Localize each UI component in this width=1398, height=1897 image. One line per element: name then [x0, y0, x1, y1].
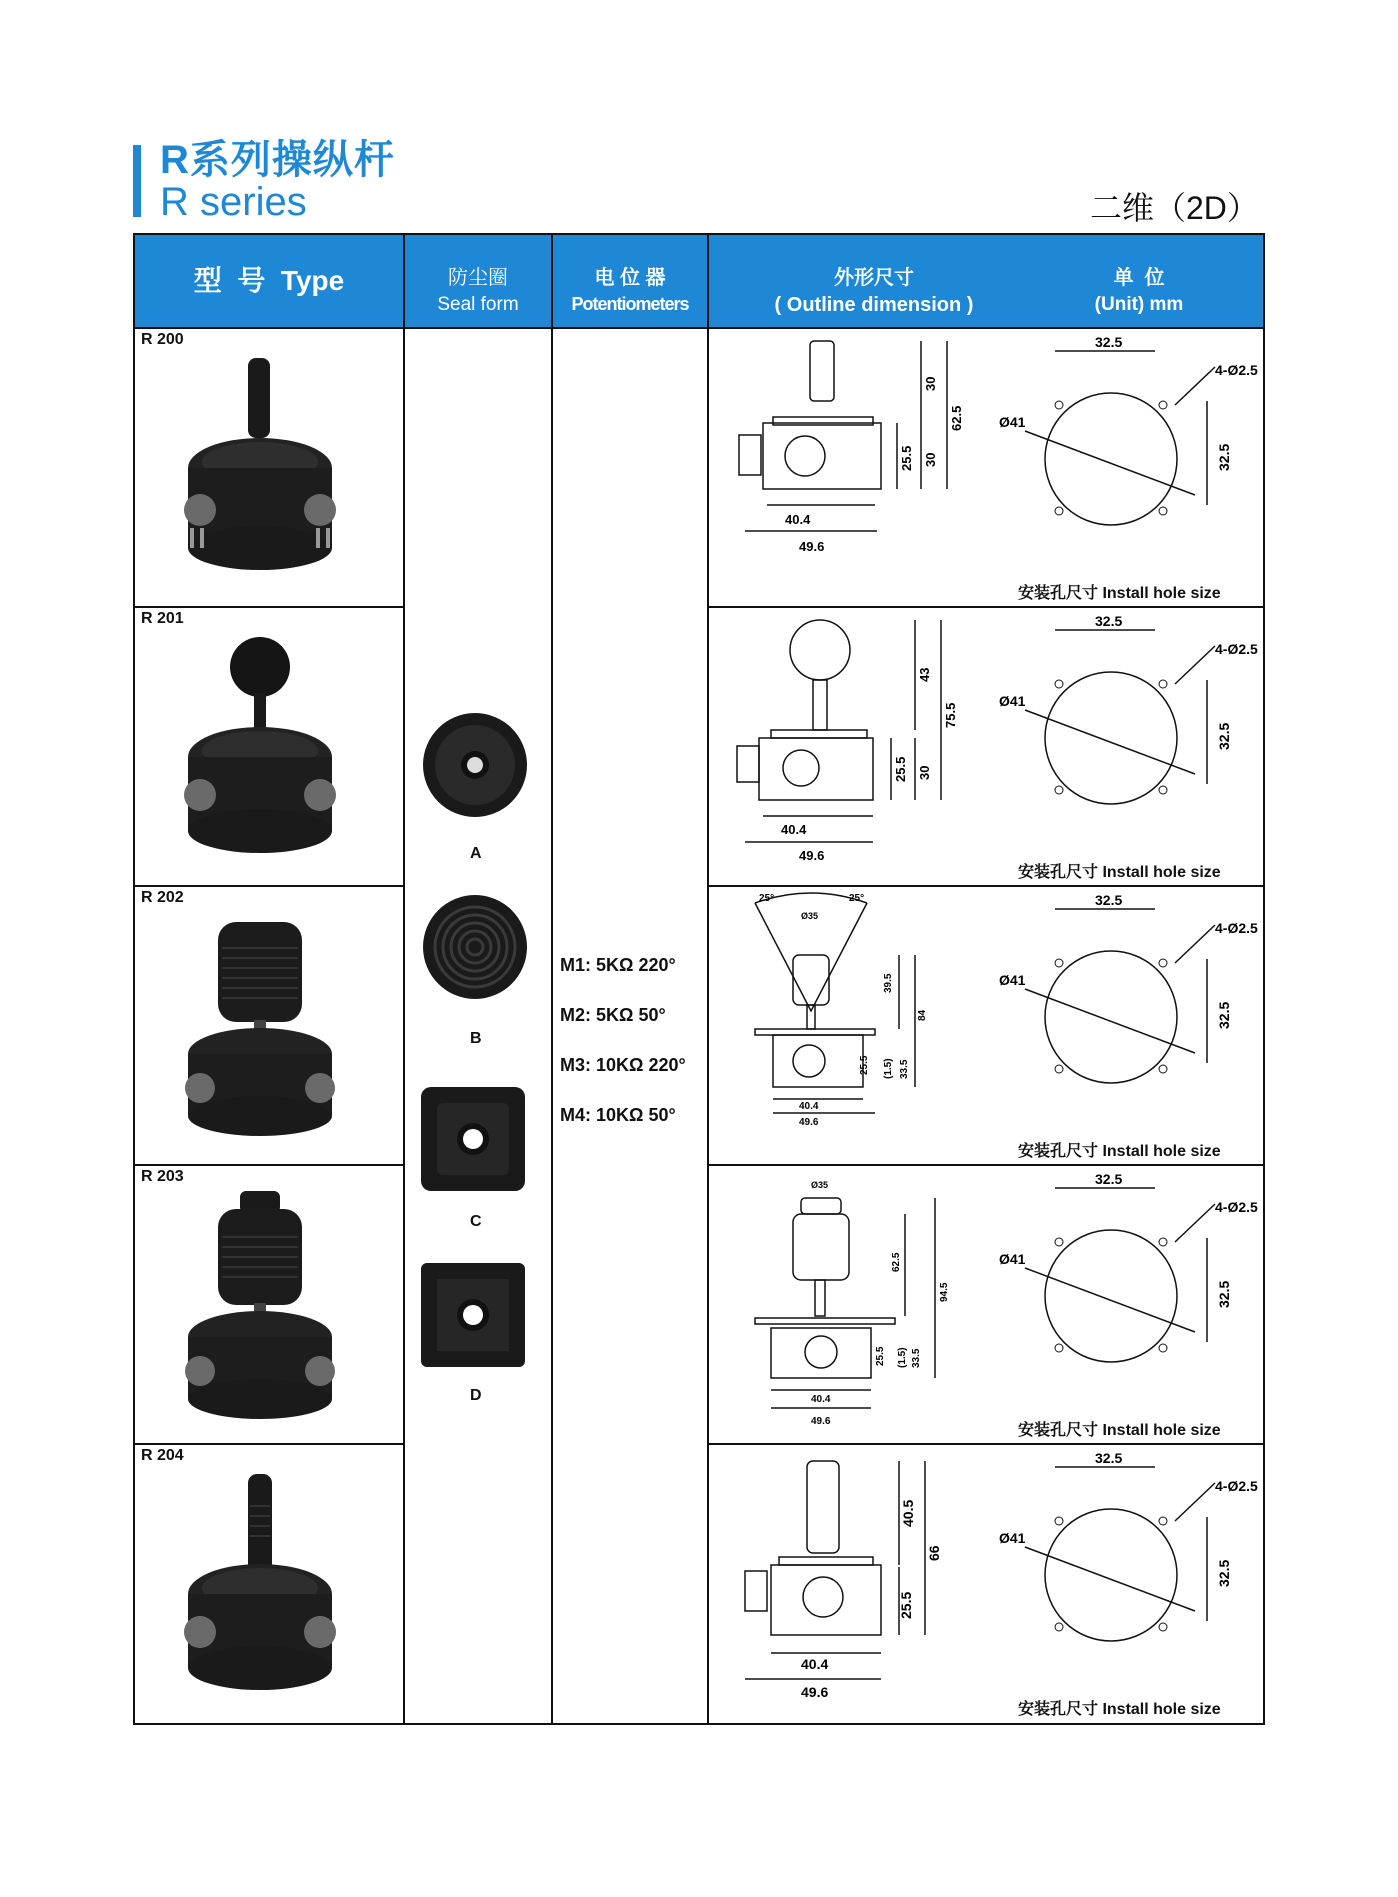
header-potentiometers: 电 位 器 Potentiometers: [571, 267, 689, 314]
seal-label-c: C: [470, 1213, 482, 1230]
svg-text:25.5: 25.5: [899, 445, 914, 471]
svg-text:66: 66: [926, 1545, 942, 1561]
svg-text:62.5: 62.5: [949, 405, 964, 431]
model-label: R 203: [141, 1168, 184, 1185]
svg-text:84: 84: [917, 1009, 928, 1021]
install-hole-drawing: [995, 331, 1263, 575]
svg-text:(1.5): (1.5): [883, 1058, 894, 1079]
potentiometer-spec: M3: 10KΩ 220°: [560, 1055, 686, 1075]
svg-text:32.5: 32.5: [1216, 1001, 1232, 1029]
svg-text:4-Ø2.5: 4-Ø2.5: [1215, 362, 1258, 378]
outline-drawing-r203: [715, 1168, 995, 1440]
spec-table: [133, 233, 1265, 1725]
svg-text:30: 30: [917, 765, 932, 780]
outline-drawing-r202: [715, 889, 995, 1161]
joystick-photo-r202: [180, 908, 360, 1148]
svg-text:49.6: 49.6: [811, 1416, 831, 1427]
svg-text:49.6: 49.6: [799, 539, 825, 554]
svg-text:Ø35: Ø35: [811, 1180, 829, 1190]
svg-text:32.5: 32.5: [1095, 892, 1123, 908]
seal-image-a: [415, 713, 535, 823]
install-hole-drawing: [995, 889, 1263, 1133]
install-hole-drawing: [995, 610, 1263, 854]
install-hole-label: 安装孔尺寸 Install hole size: [1018, 1143, 1221, 1160]
svg-text:32.5: 32.5: [1216, 1280, 1232, 1308]
joystick-photo-r200: [180, 350, 360, 590]
dimension-tag: 二维（2D）: [1090, 190, 1259, 226]
svg-text:30: 30: [923, 452, 938, 467]
seal-image-d: [417, 1259, 531, 1373]
svg-text:4-Ø2.5: 4-Ø2.5: [1215, 1199, 1258, 1215]
svg-text:32.5: 32.5: [1095, 1450, 1123, 1466]
install-hole-label: 安装孔尺寸 Install hole size: [1018, 1701, 1221, 1718]
potentiometer-spec: M2: 5KΩ 50°: [560, 1005, 666, 1025]
svg-text:32.5: 32.5: [1216, 1559, 1232, 1587]
install-hole-label: 安装孔尺寸 Install hole size: [1018, 585, 1221, 602]
svg-text:4-Ø2.5: 4-Ø2.5: [1215, 641, 1258, 657]
svg-text:49.6: 49.6: [801, 1684, 829, 1700]
seal-image-c: [417, 1083, 531, 1197]
model-label: R 200: [141, 331, 184, 348]
svg-text:Ø41: Ø41: [999, 1251, 1026, 1267]
svg-text:25.5: 25.5: [859, 1055, 870, 1075]
seal-label-d: D: [470, 1387, 482, 1404]
svg-text:25.5: 25.5: [893, 756, 908, 782]
svg-text:49.6: 49.6: [799, 848, 825, 863]
header-seal: 防尘圈 Seal form: [437, 267, 519, 315]
svg-text:40.4: 40.4: [799, 1101, 819, 1112]
header-type: 型 号 Type: [193, 265, 345, 296]
svg-text:(1.5): (1.5): [897, 1347, 908, 1368]
svg-text:40.4: 40.4: [801, 1656, 829, 1672]
svg-text:40.4: 40.4: [811, 1394, 831, 1405]
svg-text:94.5: 94.5: [939, 1282, 950, 1302]
svg-text:32.5: 32.5: [1216, 722, 1232, 750]
svg-text:32.5: 32.5: [1216, 443, 1232, 471]
page-title-cn: R系列操纵杆: [160, 138, 395, 182]
outline-drawing-r200: [715, 331, 995, 603]
svg-text:25.5: 25.5: [875, 1346, 886, 1366]
install-hole-drawing: [995, 1447, 1263, 1691]
svg-text:32.5: 32.5: [1095, 334, 1123, 350]
outline-drawing-r201: [715, 610, 995, 882]
outline-drawing-r204: [715, 1447, 995, 1719]
svg-text:62.5: 62.5: [891, 1252, 902, 1272]
potentiometer-spec: M4: 10KΩ 50°: [560, 1105, 676, 1125]
svg-text:4-Ø2.5: 4-Ø2.5: [1215, 920, 1258, 936]
svg-text:Ø41: Ø41: [999, 414, 1026, 430]
svg-text:39.5: 39.5: [883, 973, 894, 993]
svg-text:25°: 25°: [849, 893, 865, 904]
svg-text:75.5: 75.5: [943, 702, 958, 728]
potentiometer-spec: M1: 5KΩ 220°: [560, 955, 676, 975]
svg-text:33.5: 33.5: [899, 1059, 910, 1079]
title-accent-bar: [133, 145, 141, 217]
joystick-photo-r201: [180, 629, 360, 869]
joystick-photo-r204: [180, 1466, 360, 1706]
svg-text:40.4: 40.4: [785, 512, 811, 527]
joystick-photo-r203: [180, 1187, 360, 1427]
model-label: R 201: [141, 610, 184, 627]
svg-text:25.5: 25.5: [898, 1591, 914, 1619]
install-hole-drawing: [995, 1168, 1263, 1412]
seal-label-b: B: [470, 1030, 482, 1047]
svg-text:43: 43: [917, 667, 932, 682]
install-hole-label: 安装孔尺寸 Install hole size: [1018, 864, 1221, 881]
svg-text:32.5: 32.5: [1095, 613, 1123, 629]
model-label: R 204: [141, 1447, 184, 1464]
page-title-en: R series: [160, 180, 307, 224]
svg-text:30: 30: [923, 376, 938, 391]
seal-label-a: A: [470, 845, 482, 862]
header-outline: 外形尺寸 ( Outline dimension ): [774, 267, 974, 316]
svg-text:Ø41: Ø41: [999, 693, 1026, 709]
svg-text:40.4: 40.4: [781, 822, 807, 837]
svg-text:Ø41: Ø41: [999, 1530, 1026, 1546]
svg-text:32.5: 32.5: [1095, 1171, 1123, 1187]
install-hole-label: 安装孔尺寸 Install hole size: [1018, 1422, 1221, 1439]
svg-text:Ø35: Ø35: [801, 911, 819, 921]
svg-text:25°: 25°: [759, 893, 775, 904]
model-label: R 202: [141, 889, 184, 906]
svg-text:4-Ø2.5: 4-Ø2.5: [1215, 1478, 1258, 1494]
svg-text:49.6: 49.6: [799, 1117, 819, 1128]
seal-image-b: [415, 895, 535, 1005]
svg-text:40.5: 40.5: [900, 1499, 916, 1527]
header-unit: 单 位 (Unit) mm: [1094, 267, 1184, 315]
svg-text:33.5: 33.5: [911, 1348, 922, 1368]
svg-text:Ø41: Ø41: [999, 972, 1026, 988]
